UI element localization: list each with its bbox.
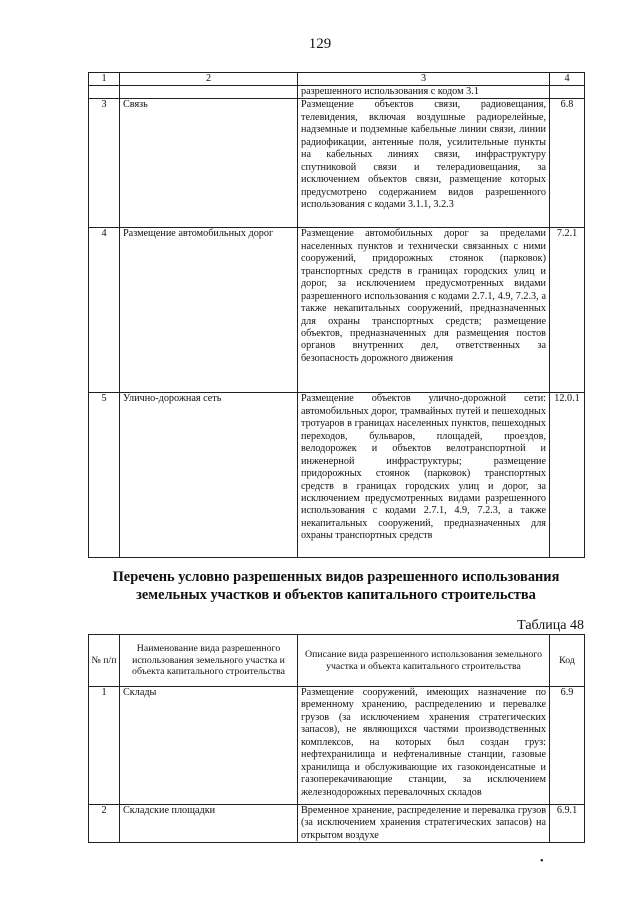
continuation-text: разрешенного использования с кодом 3.1: [298, 86, 550, 99]
table-header-row: [89, 73, 585, 86]
use-type-code: 12.0.1: [550, 393, 585, 558]
row-number: 3: [89, 99, 120, 228]
section-title: Перечень условно разрешенных видов разрешенного использования земельных участков и объектов капитального строительства: [112, 569, 560, 604]
header-cell: 2: [120, 73, 298, 86]
header-cell: № п/п: [89, 635, 120, 687]
header-cell: 3: [298, 73, 550, 86]
footer-mark: •: [540, 856, 544, 867]
header-cell: Код: [550, 635, 585, 687]
header-cell: Описание вида разрешенного использования земельного участка и объекта капитального строительства: [298, 635, 550, 687]
header-cell: Наименование вида разрешенного использования земельного участка и объекта капитального строительства: [120, 635, 298, 687]
use-type-name: Размещение автомобильных дорог: [120, 228, 298, 393]
row-number: 2: [89, 805, 120, 843]
table-label: Таблица 48: [517, 618, 584, 633]
use-type-description: Размещение сооружений, имеющих назначение по временному хранению, распределению и перевалке грузов (за исключением хранения стратегических запасов), не являющихся частями производственных комплексов, на которых был создан груз: нефтехранилища и нефтеналивные станции, газовые хранилища и обслуживающие их газоконденсатные и газоперекачивающие станции, за исключением железнодорожных перевалочных складов: [298, 687, 550, 805]
table-row: [89, 687, 585, 805]
row-number: 5: [89, 393, 120, 558]
row-number: 4: [89, 228, 120, 393]
use-type-description: Размещение автомобильных дорог за пределами населенных пунктов и технически связанных с ними сооружений, придорожных стоянок (парковок) транспортных средств в границах городских улиц и дорог, за исключением предусмотренных видами разрешенного использования с кодами 2.7.1, 4.9, 7.2.3, а также некапитальных сооружений, предназначенных для охраны транспортных средств; размещение объектов, предназначенных для размещения постов органов внутренних дел, ответственных за безопасность дорожного движения: [298, 228, 550, 393]
table-row: [89, 805, 585, 843]
table-row: [89, 393, 585, 558]
use-type-name: Улично-дорожная сеть: [120, 393, 298, 558]
page-number: 129: [308, 36, 332, 52]
use-type-name: Склады: [120, 687, 298, 805]
use-type-name: Связь: [120, 99, 298, 228]
header-cell: 4: [550, 73, 585, 86]
use-type-description: Размещение объектов связи, радиовещания, телевидения, включая воздушные радиорелейные, надземные и подземные кабельные линии связи, линии радиофикации, антенные поля, усилительные пункты на кабельных линиях связи, инфраструктуру спутниковой связи и телерадиовещания, за исключением объектов связи, размещение которых предусмотрено содержанием видов разрешенного использования с кодами 3.1.1, 3.2.3: [298, 99, 550, 228]
table-row: [89, 228, 585, 393]
use-type-code: 6.9: [550, 687, 585, 805]
use-type-code: 6.9.1: [550, 805, 585, 843]
conditional-use-table: [88, 634, 585, 843]
use-type-description: Размещение объектов улично-дорожной сети: автомобильных дорог, трамвайных путей и пешеходных тротуаров в границах населенных пунктов, пешеходных переходов, бульваров, площадей, проездов, велодорожек и объектов велотранспортной и инженерной инфраструктуры; размещение придорожных стоянок (парковок) транспортных средств в границах городских улиц и дорог, за исключением предусмотренных видами разрешенного использования с кодами 2.7.1, 4.9, 7.2.3, а также некапитальных сооружений, предназначенных для охраны транспортных средств: [298, 393, 550, 558]
header-cell: 1: [89, 73, 120, 86]
land-use-table-continued: [88, 72, 585, 558]
table-row-continuation: [89, 86, 585, 99]
row-number: 1: [89, 687, 120, 805]
table-row: [89, 99, 585, 228]
table-header-row: [89, 635, 585, 687]
use-type-code: 6.8: [550, 99, 585, 228]
use-type-code: 7.2.1: [550, 228, 585, 393]
use-type-name: Складские площадки: [120, 805, 298, 843]
use-type-description: Временное хранение, распределение и перевалка грузов (за исключением хранения стратегических запасов) на открытом воздухе: [298, 805, 550, 843]
